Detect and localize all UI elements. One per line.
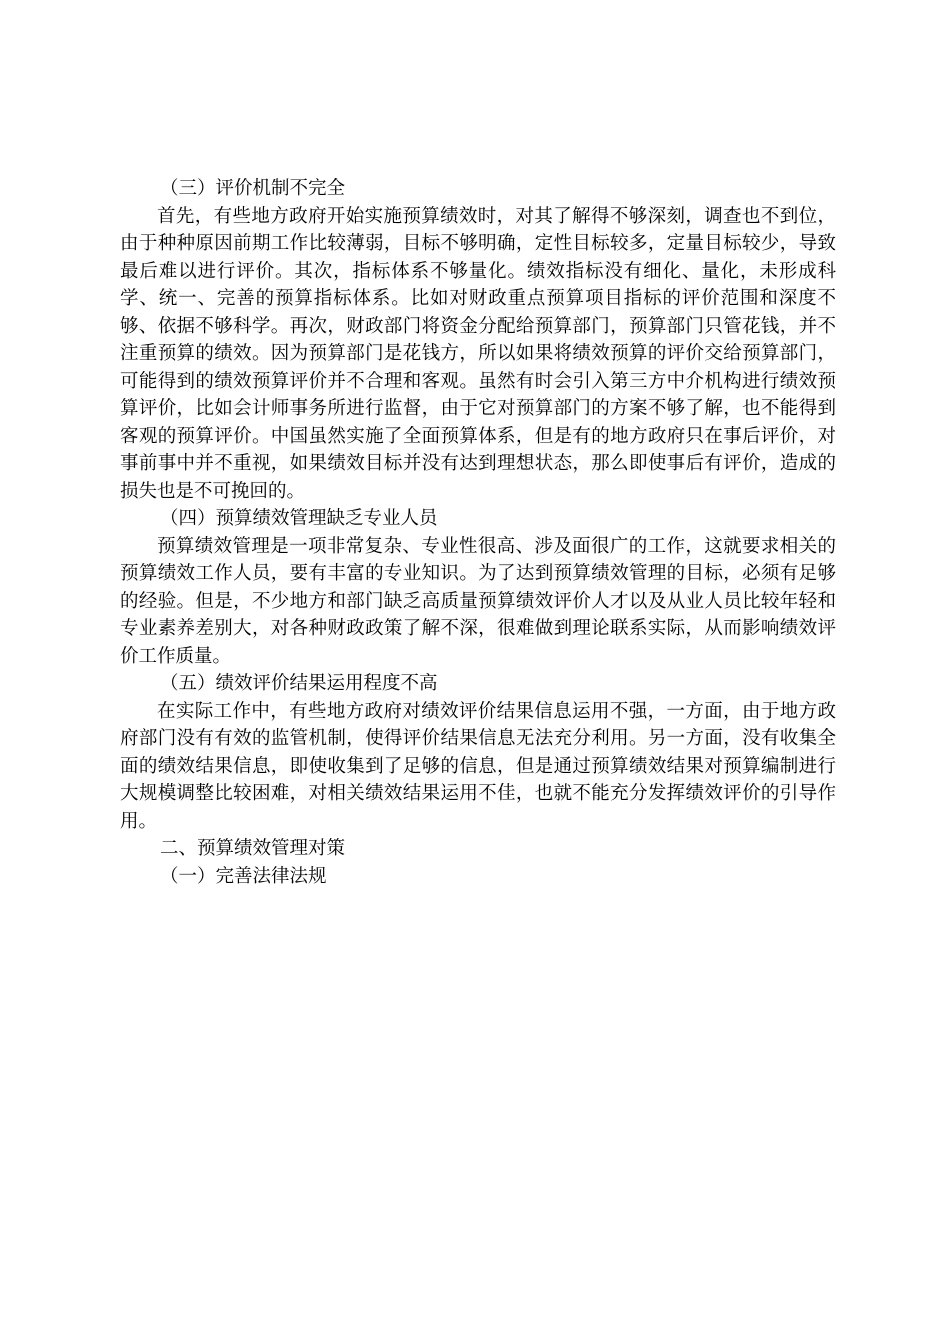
paragraph-evaluation-mechanism: 首先，有些地方政府开始实施预算绩效时，对其了解得不够深刻，调查也不到位，由于种种原因前期工作比较薄弱，目标不够明确，定性目标较多，定量目标较少，导致最后难以进行评价。其次，指标体系不够量化。绩效指标没有细化、量化，未形成科学、统一、完善的预算指标体系。比如对财政重点预算项目指标的评价范围和深度不够、依据不够科学。再次，财政部门将资金分配给预算部门，预算部门只管花钱，并不注重预算的绩效。因为预算部门是花钱方，所以如果将绩效预算的评价交给预算部门，可能得到的绩效预算评价并不合理和客观。虽然有时会引入第三方中介机构进行绩效预算评价，比如会计师事务所进行监督，由于它对预算部门的方案不够了解，也不能得到客观的预算评价。中国虽然实施了全面预算体系，但是有的地方政府只在事后评价，对事前事中并不重视，如果绩效目标并没有达到理想状态，那么即使事后有评价，造成的损失也是不可挽回的。: [120, 205, 836, 502]
paragraph-result-utilization: 在实际工作中，有些地方政府对绩效评价结果信息运用不强，一方面，由于地方政府部门没有有效的监管机制，使得评价结果信息无法充分利用。另一方面，没有收集全面的绩效结果信息，即使收集到了足够的信息，但是通过预算绩效结果对预算编制进行大规模调整比较困难，对相关绩效结果运用不佳，也就不能充分发挥绩效评价的引导作用。: [120, 700, 836, 832]
heading-result-utilization: （五）绩效评价结果运用程度不高: [160, 673, 438, 694]
heading-countermeasures: 二、预算绩效管理对策: [160, 838, 346, 859]
paragraph-lack-of-professionals: 预算绩效管理是一项非常复杂、专业性很高、涉及面很广的工作，这就要求相关的预算绩效工作人员，要有丰富的专业知识。为了达到预算绩效管理的目标，必须有足够的经验。但是，不少地方和部门缺乏高质量预算绩效评价人才以及从业人员比较年轻和专业素养差别大，对各种财政政策了解不深，很难做到理论联系实际，从而影响绩效评价工作质量。: [120, 535, 836, 667]
heading-evaluation-mechanism: （三）评价机制不完全: [160, 178, 346, 199]
document-body: [120, 175, 836, 890]
heading-improve-laws: （一）完善法律法规: [160, 865, 327, 887]
heading-lack-of-professionals: （四）预算绩效管理缺乏专业人员: [160, 508, 438, 529]
